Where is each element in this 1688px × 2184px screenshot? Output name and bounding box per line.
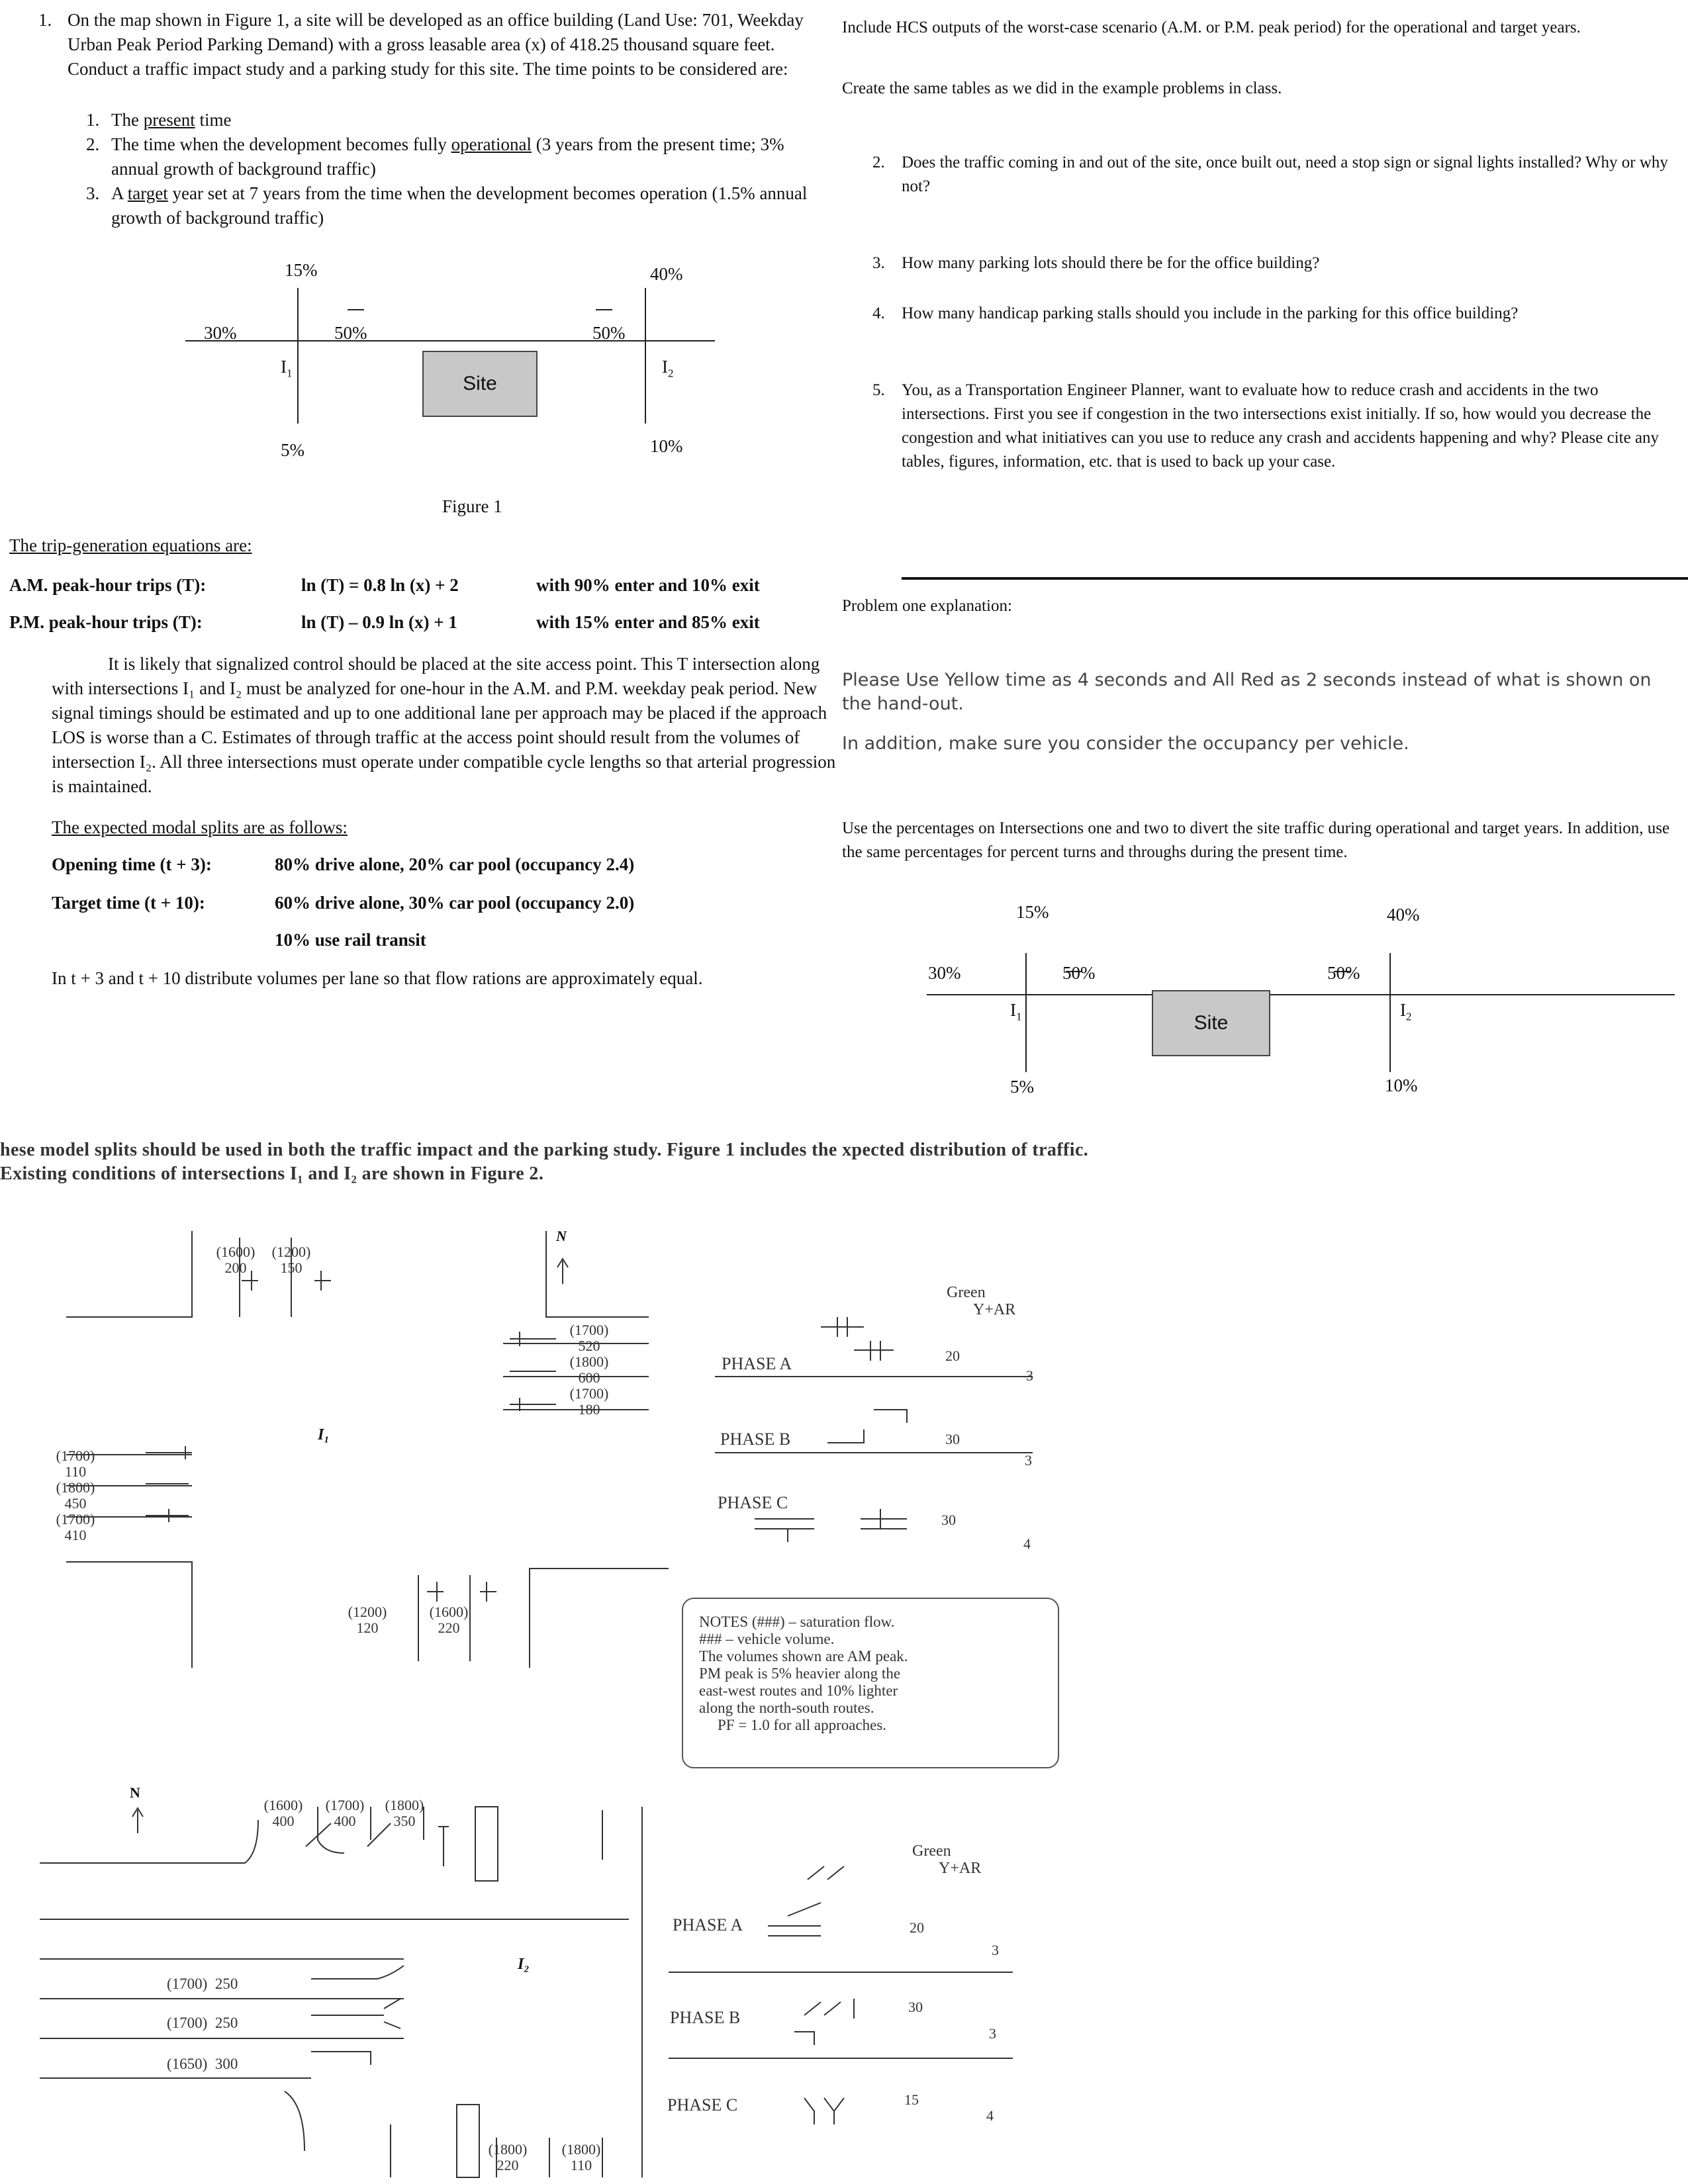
fig1copy-pct-50-right: 50% bbox=[1327, 963, 1360, 983]
distribution-note: In t + 3 and t + 10 distribute volumes per lane so that flow rations are approximately equal. bbox=[52, 968, 703, 988]
note-line-2: ### – vehicle volume. bbox=[699, 1631, 835, 1647]
fig1-pct-15: 15% bbox=[285, 260, 318, 280]
i1-phase-c: PHASE C bbox=[718, 1493, 788, 1512]
time-point-2: 2. The time when the development becomes fully operational (3 years from the present time; 3% annual growth of background traffic) bbox=[86, 134, 784, 179]
problem1-number: 1. bbox=[38, 10, 52, 30]
i1-nb-lane-1: (1200) 120 bbox=[348, 1604, 387, 1636]
yellow-time-note: Please Use Yellow time as 4 seconds and All Red as 2 seconds instead of what is shown on the hand-out. bbox=[842, 670, 1652, 714]
i1-label: I₁ bbox=[318, 1426, 330, 1443]
fig1-pct-10: 10% bbox=[650, 436, 683, 456]
opening-time-split: 80% drive alone, 20% car pool (occupancy 2.4) bbox=[275, 854, 635, 874]
fig1copy-i2-label: $I_2$ bbox=[1400, 1000, 1412, 1023]
fig1-pct-40: 40% bbox=[650, 264, 683, 284]
i1-phase-a: PHASE A bbox=[722, 1354, 792, 1373]
fig1copy-pct-50-left: 50% bbox=[1062, 963, 1096, 983]
i1-eb-lane-2: (1800) 450 bbox=[56, 1479, 95, 1512]
time-points-list bbox=[86, 108, 827, 230]
note-line-3: The volumes shown are AM peak. bbox=[699, 1648, 908, 1664]
i2-yar-c: 4 bbox=[986, 2107, 994, 2124]
note-line-1: NOTES (###) – saturation flow. bbox=[699, 1614, 895, 1630]
question-5: 5. You, as a Transportation Engineer Planner, want to evaluate how to reduce crash and accidents in the two intersections. First you see if congestion in the two intersections exist initially. If so, how would you decrease the congestion and what initiatives can you use to reduce any crash and accidents happening and why? Please cite any tables, figures, information, etc. that is used to back up your case. bbox=[872, 381, 1660, 471]
i2-phase-a: PHASE A bbox=[673, 1915, 743, 1934]
signal-paragraph: It is likely that signalized control should be placed at the site access point. This T intersection along with intersections I₁ and I₂ must be analyzed for one-hour in the A.M. and P.M. weekday peak period. New signal timings should be estimated and up to one additional lane per approach may be placed if the approach LOS is worse than a C. Estimates of through traffic at the access point should result from the volumes of intersection I₂. All three intersections must operate under compatible cycle lengths so that arterial progression is maintained. bbox=[52, 654, 836, 796]
pm-split: with 15% enter and 85% exit bbox=[536, 612, 760, 632]
i2-green-b: 30 bbox=[908, 1999, 923, 2015]
problem-one-explanation: Problem one explanation: bbox=[842, 597, 1012, 615]
target-time-label: Target time (t + 10): bbox=[52, 893, 205, 913]
i2-sb-lane-2: (1700) 400 bbox=[325, 1797, 365, 1829]
i2-phase-c: PHASE C bbox=[667, 2095, 738, 2115]
fig1-pct-50-right: 50% bbox=[592, 323, 626, 343]
model-splits-note: hese model splits should be used in both the traffic impact and the parking study. Figure 1 includes the xpected distribution of traffic. Existing conditions of intersections I₁ and I₂ are shown in Figure 2. bbox=[0, 1140, 1089, 1184]
question-4: 4. How many handicap parking stalls should you include in the parking for this office building? bbox=[872, 304, 1519, 322]
fig1copy-pct-15: 15% bbox=[1016, 902, 1049, 922]
am-label: A.M. peak-hour trips (T): bbox=[9, 575, 207, 595]
pm-equation: ln (T) – 0.9 ln (x) + 1 bbox=[301, 612, 457, 632]
target-time-split: 60% drive alone, 30% car pool (occupancy 2.0) bbox=[275, 893, 635, 913]
i1-green-header: Green bbox=[947, 1284, 986, 1301]
i2-green-a: 20 bbox=[910, 1919, 924, 1936]
problem1-intro-text: On the map shown in Figure 1, a site will be developed as an office building (Land Use: 701, Weekday Urban Peak Period Parking Demand) with a gross leasable area (x) of 418.25 thousand square feet. Conduct a traffic impact study and a parking study for this site. The time points to be considered are: bbox=[68, 10, 804, 79]
i2-yar-a: 3 bbox=[992, 1942, 999, 1958]
i1-wb-lane-2: (1800) 600 bbox=[569, 1353, 609, 1386]
fig1copy-pct-10: 10% bbox=[1385, 1075, 1418, 1095]
i1-yar-c: 4 bbox=[1023, 1535, 1031, 1552]
fig1-i1-label: $I_1$ bbox=[281, 357, 293, 380]
note-line-4: PM peak is 5% heavier along the bbox=[699, 1665, 901, 1682]
i1-eb-lane-3: (1700) 410 bbox=[56, 1511, 95, 1543]
problem1-intro bbox=[38, 8, 839, 81]
i1-wb-lane-1: (1700) 520 bbox=[569, 1322, 609, 1354]
i2-label: I₂ bbox=[518, 1956, 530, 1973]
i1-north-label: N bbox=[556, 1228, 567, 1244]
i2-phase-b: PHASE B bbox=[670, 2008, 741, 2027]
i1-sb-lane-2: (1200) 150 bbox=[271, 1244, 311, 1276]
fig1copy-site-box: Site bbox=[1152, 990, 1270, 1056]
time-point-3: 3. A target year set at 7 years from the time when the development becomes operation (1.5% annual growth of background traffic) bbox=[86, 183, 808, 228]
note-line-5: east-west routes and 10% lighter bbox=[699, 1682, 898, 1699]
fig1copy-pct-30: 30% bbox=[928, 963, 961, 983]
i1-eb-lane-1: (1700) 110 bbox=[56, 1447, 95, 1480]
i1-yar-header: Y+AR bbox=[973, 1301, 1016, 1318]
percentages-note: Use the percentages on Intersections one and two to divert the site traffic during operational and target years. In addition, use the same percentages for percent turns and throughs during the present time. bbox=[842, 819, 1670, 861]
fig1-pct-30: 30% bbox=[204, 323, 237, 343]
time-point-1: 1. The present time bbox=[86, 110, 232, 130]
i2-sb-lane-3: (1800) 350 bbox=[385, 1797, 424, 1829]
i1-green-a: 20 bbox=[945, 1347, 960, 1364]
am-equation: ln (T) = 0.8 ln (x) + 2 bbox=[301, 575, 459, 595]
question-2: 2. Does the traffic coming in and out of the site, once built out, need a stop sign or signal lights installed? Why or why not? bbox=[872, 154, 1668, 195]
i2-eb-lane-2: (1700) 250 bbox=[167, 2015, 238, 2031]
modal-heading: The expected modal splits are as follows: bbox=[52, 817, 348, 837]
fig1copy-pct-40: 40% bbox=[1387, 905, 1420, 925]
i2-eb-lane-3: (1650) 300 bbox=[167, 2056, 238, 2072]
tables-instruction: Create the same tables as we did in the example problems in class. bbox=[842, 79, 1282, 97]
i2-eb-lane-1: (1700) 250 bbox=[167, 1976, 238, 1992]
am-split: with 90% enter and 10% exit bbox=[536, 575, 760, 595]
i2-green-c: 15 bbox=[904, 2091, 919, 2108]
i2-nb-lane-2: (1800) 110 bbox=[561, 2141, 601, 2173]
occupancy-note: In addition, make sure you consider the occupancy per vehicle. bbox=[842, 733, 1409, 754]
i1-yar-b: 3 bbox=[1025, 1452, 1032, 1469]
i1-green-b: 30 bbox=[945, 1431, 960, 1447]
i1-wb-lane-3: (1700) 180 bbox=[569, 1385, 609, 1418]
fig1-site-box: Site bbox=[422, 351, 538, 417]
i1-notes-box bbox=[682, 1598, 1059, 1768]
fig1-i2-label: $I_2$ bbox=[662, 357, 674, 380]
i1-nb-lane-2: (1600) 220 bbox=[429, 1604, 469, 1636]
hcs-instruction: Include HCS outputs of the worst-case scenario (A.M. or P.M. peak period) for the operational and target years. bbox=[842, 19, 1581, 36]
i2-yar-b: 3 bbox=[989, 2025, 996, 2042]
fig1copy-i1-label: $I_1$ bbox=[1010, 1000, 1022, 1023]
opening-time-label: Opening time (t + 3): bbox=[52, 854, 212, 874]
note-line-7: PF = 1.0 for all approaches. bbox=[718, 1717, 887, 1733]
note-line-6: along the north-south routes. bbox=[699, 1700, 874, 1716]
trip-gen-heading: The trip-generation equations are: bbox=[9, 535, 252, 555]
i2-sb-lane-1: (1600) 400 bbox=[263, 1797, 303, 1829]
divider-line bbox=[902, 577, 1688, 580]
question-3: 3. How many parking lots should there be for the office building? bbox=[872, 254, 1320, 272]
i1-green-c: 30 bbox=[941, 1512, 956, 1528]
i1-yar-a: 3 bbox=[1026, 1367, 1033, 1384]
i1-phase-b: PHASE B bbox=[720, 1430, 791, 1449]
i2-green-header: Green bbox=[912, 1843, 951, 1860]
i2-north-label: N bbox=[130, 1784, 140, 1801]
fig1-pct-50-left: 50% bbox=[334, 323, 367, 343]
figure-1-copy-diagram bbox=[914, 927, 1681, 1099]
i1-sb-lane-1: (1600) 200 bbox=[216, 1244, 256, 1276]
i2-yar-header: Y+AR bbox=[939, 1860, 982, 1877]
figure-1-caption: Figure 1 bbox=[442, 496, 502, 516]
fig1copy-pct-5: 5% bbox=[1010, 1077, 1034, 1097]
fig1-pct-5: 5% bbox=[281, 440, 305, 460]
pm-label: P.M. peak-hour trips (T): bbox=[9, 612, 203, 632]
i2-nb-lane-1: (1800) 220 bbox=[488, 2141, 528, 2173]
rail-transit: 10% use rail transit bbox=[275, 930, 426, 950]
